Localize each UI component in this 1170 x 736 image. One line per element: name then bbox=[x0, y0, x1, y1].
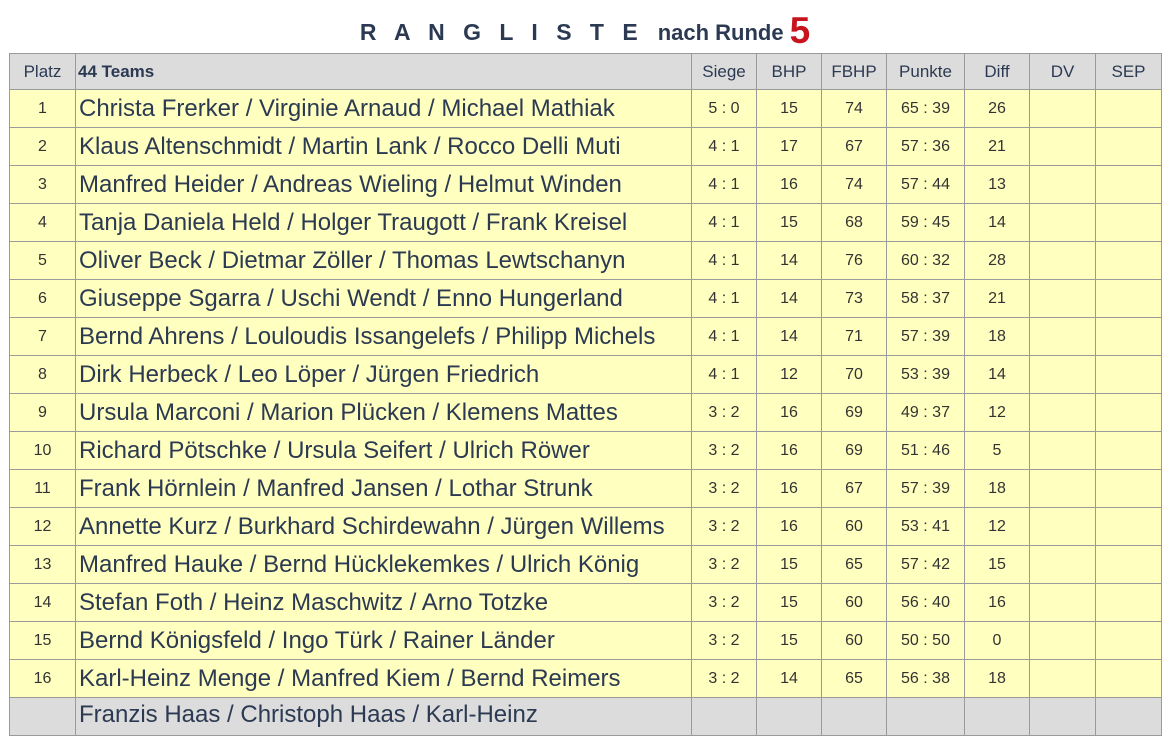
team-cell: Klaus Altenschmidt / Martin Lank / Rocco Delli Muti bbox=[76, 128, 692, 166]
title-nach-runde: nach Runde bbox=[657, 20, 784, 45]
sep-cell bbox=[1096, 242, 1162, 280]
table-row bbox=[10, 242, 1162, 280]
punkte-cell: 57 : 36 bbox=[887, 128, 965, 166]
platz-cell: 11 bbox=[10, 470, 76, 508]
bhp-cell: 16 bbox=[757, 508, 822, 546]
sep-cell bbox=[1096, 622, 1162, 660]
diff-cell: 21 bbox=[965, 280, 1030, 318]
table-row bbox=[10, 470, 1162, 508]
punkte-cell: 58 : 37 bbox=[887, 280, 965, 318]
siege-cell: 3 : 2 bbox=[692, 622, 757, 660]
punkte-cell: 60 : 32 bbox=[887, 242, 965, 280]
siege-cell: 3 : 2 bbox=[692, 660, 757, 698]
punkte-cell: 57 : 42 bbox=[887, 546, 965, 584]
dv-cell bbox=[1030, 90, 1096, 128]
platz-cell: 12 bbox=[10, 508, 76, 546]
siege-cell: 4 : 1 bbox=[692, 356, 757, 394]
platz-cell: 5 bbox=[10, 242, 76, 280]
header-dv: DV bbox=[1030, 54, 1096, 90]
platz-cell: 10 bbox=[10, 432, 76, 470]
fbhp-cell: 68 bbox=[822, 204, 887, 242]
table-row bbox=[10, 356, 1162, 394]
sep-cell bbox=[1096, 204, 1162, 242]
diff-cell: 28 bbox=[965, 242, 1030, 280]
team-cell: Tanja Daniela Held / Holger Traugott / Frank Kreisel bbox=[76, 204, 692, 242]
table-row bbox=[10, 622, 1162, 660]
platz-cell: 2 bbox=[10, 128, 76, 166]
team-cell: Christa Frerker / Virginie Arnaud / Michael Mathiak bbox=[76, 90, 692, 128]
diff-cell: 18 bbox=[965, 318, 1030, 356]
diff-cell: 18 bbox=[965, 660, 1030, 698]
ranking-body bbox=[10, 90, 1162, 736]
diff-cell: 15 bbox=[965, 546, 1030, 584]
bhp-cell: 17 bbox=[757, 128, 822, 166]
header-sep: SEP bbox=[1096, 54, 1162, 90]
siege-cell: 4 : 1 bbox=[692, 242, 757, 280]
bhp-cell: 16 bbox=[757, 470, 822, 508]
bhp-cell: 15 bbox=[757, 584, 822, 622]
fbhp-cell: 73 bbox=[822, 280, 887, 318]
header-punkte: Punkte bbox=[887, 54, 965, 90]
siege-cell bbox=[692, 698, 757, 736]
dv-cell bbox=[1030, 584, 1096, 622]
bhp-cell: 16 bbox=[757, 432, 822, 470]
platz-cell: 6 bbox=[10, 280, 76, 318]
siege-cell: 3 : 2 bbox=[692, 432, 757, 470]
page-title bbox=[0, 10, 1170, 52]
fbhp-cell bbox=[822, 698, 887, 736]
bhp-cell: 15 bbox=[757, 204, 822, 242]
fbhp-cell: 60 bbox=[822, 622, 887, 660]
platz-cell: 4 bbox=[10, 204, 76, 242]
dv-cell bbox=[1030, 508, 1096, 546]
sep-cell bbox=[1096, 128, 1162, 166]
table-row bbox=[10, 546, 1162, 584]
sep-cell bbox=[1096, 318, 1162, 356]
siege-cell: 5 : 0 bbox=[692, 90, 757, 128]
table-row bbox=[10, 128, 1162, 166]
header-bhp: BHP bbox=[757, 54, 822, 90]
team-cell: Bernd Ahrens / Louloudis Issangelefs / Philipp Michels bbox=[76, 318, 692, 356]
table-row bbox=[10, 318, 1162, 356]
diff-cell: 12 bbox=[965, 508, 1030, 546]
diff-cell bbox=[965, 698, 1030, 736]
siege-cell: 4 : 1 bbox=[692, 128, 757, 166]
table-row bbox=[10, 166, 1162, 204]
diff-cell: 0 bbox=[965, 622, 1030, 660]
dv-cell bbox=[1030, 128, 1096, 166]
table-row bbox=[10, 660, 1162, 698]
dv-cell bbox=[1030, 622, 1096, 660]
diff-cell: 5 bbox=[965, 432, 1030, 470]
fbhp-cell: 70 bbox=[822, 356, 887, 394]
team-cell: Manfred Heider / Andreas Wieling / Helmut Winden bbox=[76, 166, 692, 204]
platz-cell: 16 bbox=[10, 660, 76, 698]
header-fbhp: FBHP bbox=[822, 54, 887, 90]
punkte-cell: 59 : 45 bbox=[887, 204, 965, 242]
team-cell: Frank Hörnlein / Manfred Jansen / Lothar Strunk bbox=[76, 470, 692, 508]
fbhp-cell: 76 bbox=[822, 242, 887, 280]
sep-cell bbox=[1096, 508, 1162, 546]
diff-cell: 26 bbox=[965, 90, 1030, 128]
bhp-cell: 16 bbox=[757, 394, 822, 432]
fbhp-cell: 60 bbox=[822, 584, 887, 622]
sep-cell bbox=[1096, 432, 1162, 470]
siege-cell: 4 : 1 bbox=[692, 166, 757, 204]
team-cell: Franzis Haas / Christoph Haas / Karl-Heinz bbox=[76, 698, 692, 736]
platz-cell: 14 bbox=[10, 584, 76, 622]
platz-cell bbox=[10, 698, 76, 736]
siege-cell: 4 : 1 bbox=[692, 318, 757, 356]
sep-cell bbox=[1096, 698, 1162, 736]
bhp-cell bbox=[757, 698, 822, 736]
sep-cell bbox=[1096, 470, 1162, 508]
fbhp-cell: 65 bbox=[822, 546, 887, 584]
table-row bbox=[10, 698, 1162, 736]
bhp-cell: 14 bbox=[757, 660, 822, 698]
fbhp-cell: 74 bbox=[822, 90, 887, 128]
platz-cell: 3 bbox=[10, 166, 76, 204]
diff-cell: 14 bbox=[965, 356, 1030, 394]
ranking-table bbox=[9, 53, 1162, 736]
platz-cell: 13 bbox=[10, 546, 76, 584]
punkte-cell: 65 : 39 bbox=[887, 90, 965, 128]
diff-cell: 21 bbox=[965, 128, 1030, 166]
dv-cell bbox=[1030, 546, 1096, 584]
table-row bbox=[10, 508, 1162, 546]
sep-cell bbox=[1096, 546, 1162, 584]
fbhp-cell: 69 bbox=[822, 432, 887, 470]
round-number: 5 bbox=[789, 10, 811, 51]
dv-cell bbox=[1030, 318, 1096, 356]
team-cell: Stefan Foth / Heinz Maschwitz / Arno Totzke bbox=[76, 584, 692, 622]
dv-cell bbox=[1030, 356, 1096, 394]
punkte-cell: 53 : 41 bbox=[887, 508, 965, 546]
siege-cell: 4 : 1 bbox=[692, 280, 757, 318]
dv-cell bbox=[1030, 432, 1096, 470]
diff-cell: 14 bbox=[965, 204, 1030, 242]
table-row bbox=[10, 584, 1162, 622]
header-row bbox=[10, 54, 1162, 90]
platz-cell: 1 bbox=[10, 90, 76, 128]
punkte-cell: 56 : 40 bbox=[887, 584, 965, 622]
punkte-cell: 53 : 39 bbox=[887, 356, 965, 394]
dv-cell bbox=[1030, 698, 1096, 736]
title-rangliste: R A N G L I S T E bbox=[359, 19, 644, 45]
punkte-cell: 49 : 37 bbox=[887, 394, 965, 432]
bhp-cell: 15 bbox=[757, 90, 822, 128]
header-siege: Siege bbox=[692, 54, 757, 90]
punkte-cell: 51 : 46 bbox=[887, 432, 965, 470]
table-row bbox=[10, 432, 1162, 470]
fbhp-cell: 74 bbox=[822, 166, 887, 204]
fbhp-cell: 60 bbox=[822, 508, 887, 546]
platz-cell: 7 bbox=[10, 318, 76, 356]
team-cell: Giuseppe Sgarra / Uschi Wendt / Enno Hungerland bbox=[76, 280, 692, 318]
fbhp-cell: 65 bbox=[822, 660, 887, 698]
header-platz: Platz bbox=[10, 54, 76, 90]
team-cell: Bernd Königsfeld / Ingo Türk / Rainer Länder bbox=[76, 622, 692, 660]
bhp-cell: 12 bbox=[757, 356, 822, 394]
bhp-cell: 15 bbox=[757, 622, 822, 660]
dv-cell bbox=[1030, 470, 1096, 508]
bhp-cell: 15 bbox=[757, 546, 822, 584]
dv-cell bbox=[1030, 660, 1096, 698]
punkte-cell: 56 : 38 bbox=[887, 660, 965, 698]
punkte-cell: 50 : 50 bbox=[887, 622, 965, 660]
fbhp-cell: 67 bbox=[822, 470, 887, 508]
team-cell: Annette Kurz / Burkhard Schirdewahn / Jürgen Willems bbox=[76, 508, 692, 546]
diff-cell: 18 bbox=[965, 470, 1030, 508]
sep-cell bbox=[1096, 280, 1162, 318]
punkte-cell: 57 : 44 bbox=[887, 166, 965, 204]
bhp-cell: 14 bbox=[757, 242, 822, 280]
siege-cell: 3 : 2 bbox=[692, 546, 757, 584]
sep-cell bbox=[1096, 166, 1162, 204]
fbhp-cell: 67 bbox=[822, 128, 887, 166]
punkte-cell: 57 : 39 bbox=[887, 318, 965, 356]
table-row bbox=[10, 90, 1162, 128]
siege-cell: 4 : 1 bbox=[692, 204, 757, 242]
bhp-cell: 16 bbox=[757, 166, 822, 204]
sep-cell bbox=[1096, 584, 1162, 622]
team-cell: Richard Pötschke / Ursula Seifert / Ulrich Röwer bbox=[76, 432, 692, 470]
diff-cell: 12 bbox=[965, 394, 1030, 432]
diff-cell: 13 bbox=[965, 166, 1030, 204]
dv-cell bbox=[1030, 242, 1096, 280]
siege-cell: 3 : 2 bbox=[692, 508, 757, 546]
sep-cell bbox=[1096, 90, 1162, 128]
dv-cell bbox=[1030, 166, 1096, 204]
team-cell: Ursula Marconi / Marion Plücken / Klemens Mattes bbox=[76, 394, 692, 432]
team-cell: Oliver Beck / Dietmar Zöller / Thomas Lewtschanyn bbox=[76, 242, 692, 280]
sep-cell bbox=[1096, 660, 1162, 698]
dv-cell bbox=[1030, 280, 1096, 318]
fbhp-cell: 71 bbox=[822, 318, 887, 356]
header-teams: 44 Teams bbox=[76, 54, 692, 90]
header-diff: Diff bbox=[965, 54, 1030, 90]
siege-cell: 3 : 2 bbox=[692, 394, 757, 432]
platz-cell: 15 bbox=[10, 622, 76, 660]
bhp-cell: 14 bbox=[757, 318, 822, 356]
table-row bbox=[10, 204, 1162, 242]
punkte-cell: 57 : 39 bbox=[887, 470, 965, 508]
siege-cell: 3 : 2 bbox=[692, 470, 757, 508]
dv-cell bbox=[1030, 394, 1096, 432]
team-cell: Manfred Hauke / Bernd Hücklekemkes / Ulrich König bbox=[76, 546, 692, 584]
siege-cell: 3 : 2 bbox=[692, 584, 757, 622]
bhp-cell: 14 bbox=[757, 280, 822, 318]
team-cell: Dirk Herbeck / Leo Löper / Jürgen Friedrich bbox=[76, 356, 692, 394]
platz-cell: 8 bbox=[10, 356, 76, 394]
table-row bbox=[10, 280, 1162, 318]
table-row bbox=[10, 394, 1162, 432]
punkte-cell bbox=[887, 698, 965, 736]
team-cell: Karl-Heinz Menge / Manfred Kiem / Bernd Reimers bbox=[76, 660, 692, 698]
platz-cell: 9 bbox=[10, 394, 76, 432]
dv-cell bbox=[1030, 204, 1096, 242]
diff-cell: 16 bbox=[965, 584, 1030, 622]
sep-cell bbox=[1096, 394, 1162, 432]
fbhp-cell: 69 bbox=[822, 394, 887, 432]
sep-cell bbox=[1096, 356, 1162, 394]
